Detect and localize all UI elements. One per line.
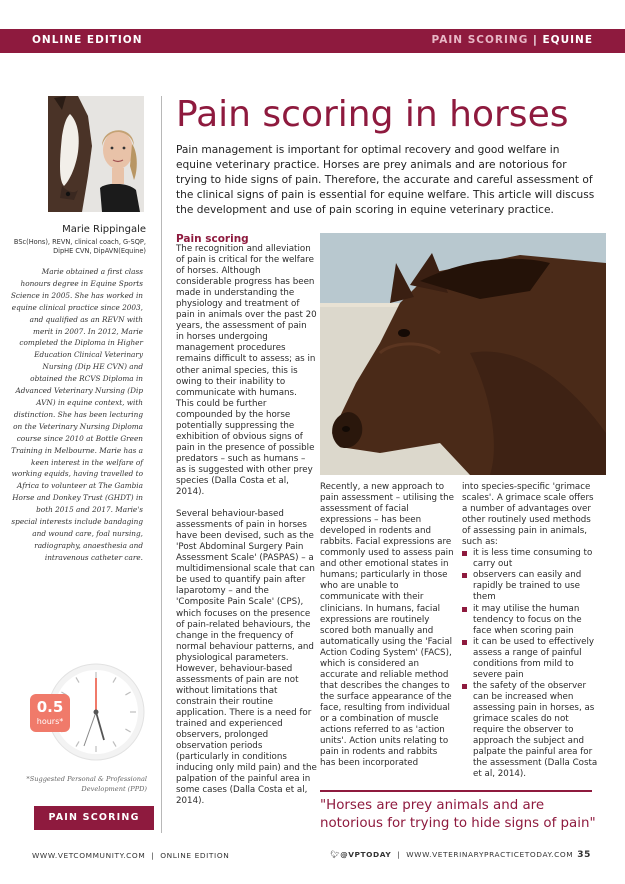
author-credentials: BSc(Hons), REVN, clinical coach, G-SQP, DipHE CVN, DipAVN(Equine) (13, 238, 146, 255)
author-photo (48, 96, 144, 212)
body-column-2: Recently, a new approach to pain assessment – utilising the assessment of facial expressions – has been developed in rodents and rabbits. Facial expressions are commonly used to assess pain and other emotional states in humans; particularly in those who are unable to communicate with their clinicians. In humans, facial expressions are routinely scored both manually and automatically using the 'Facial Action Coding System' (FACS), which is considered an accurate and reliable method that describes the changes to the surface appearance of the face, resulting from individual or a combination of muscle actions referred to as 'action units'. Action units relating to pain in rodents and rabbits has been incorporated (320, 482, 455, 769)
body-paragraph: The recognition and alleviation of pain is critical for the welfare of horses. Although considerable progress has been made in understanding the physiology and treatment of pain in animals over the past 20 years, the assessment of pain in horses undergoing management procedures remains difficult to assess; as in other animal species, this is owing to their inability to communicate with humans. This could be further compounded by the horse potentially suppressing the exhibition of obvious signs of pain in the presence of possible predators – such as humans – as is suggested with other prey species (Dalla Costa et al, 2014). (176, 244, 317, 498)
section-label (432, 34, 593, 46)
footer-right (330, 850, 591, 860)
footer-twitter[interactable]: @VPTODAY (340, 850, 392, 859)
section-separator: | (533, 34, 538, 46)
list-item (462, 681, 598, 780)
body-column-3 (462, 482, 598, 780)
list-item (462, 570, 598, 603)
list-item (462, 604, 598, 637)
cpd-note: *Suggested Personal & Professional Development (PPD) (26, 775, 147, 793)
bullet-icon (462, 551, 467, 556)
list-item-text: it is less time consuming to carry out (473, 548, 593, 570)
section-tag (34, 806, 154, 830)
list-item-text: observers can easily and rapidly be trained to use them (473, 570, 582, 603)
body-column-1 (176, 244, 317, 818)
bullet-icon (462, 684, 467, 689)
column-divider (161, 96, 162, 833)
cpd-clock (26, 660, 148, 764)
section-prefix: PAIN SCORING (431, 34, 529, 46)
twitter-icon: 🐦︎ (330, 850, 341, 859)
author-bio: Marie obtained a first class honours degree in Equine Sports Science in 2005. She has worked in equine clinical practice since 2003, and qualified as an REVN with merit in 2007. In 2012, Marie completed the Diploma in Higher Education Clinical Veterinary Nursing (Dip HE CVN) and obtained the RCVS Diploma in Advanced Veterinary Nursing (Dip AVN) in equine context, with distinction. She has been lecturing on the Veterinary Nursing Diploma course since 2010 at Bottle Green Training in Melbourne. Marie has a keen interest in the welfare of working equids, having travelled to Africa to volunteer at The Gambia Horse and Donkey Trust (GHDT) in both 2015 and 2017. Marie's special interests include bandaging and wound care, foal nursing, radiography, anaesthesia and intravenous catheter care. (10, 267, 143, 562)
body-paragraph: into species-specific 'grimace scales'. A grimace scale offers a number of advantages over other routinely used methods of assessing pain in animals, such as: (462, 482, 594, 548)
bullet-icon (462, 640, 467, 645)
article-title: Pain scoring in horses (176, 94, 569, 135)
pull-quote: "Horses are prey animals and are notorious for trying to hide signs of pain" (320, 798, 596, 831)
advantages-list (462, 548, 598, 780)
header-bar (0, 29, 625, 53)
list-item-text: it may utilise the human tendency to focus on the face when scoring pain (473, 603, 582, 636)
quote-rule (320, 790, 592, 792)
author-name: Marie Rippingale (62, 224, 146, 235)
section-tag-label: PAIN SCORING (48, 812, 140, 823)
list-item-text: the safety of the observer can be increased when assessing pain in horses, as grimace scales do not require the observer to approach the subject and palpate the painful area for the assessment (Dalla Costa et al, 2014). (473, 680, 598, 780)
section-name: EQUINE (542, 34, 593, 46)
section-subheading: Pain scoring (176, 233, 249, 245)
footer-website[interactable]: | WWW.VETERINARYPRACTICETODAY.COM (397, 850, 574, 859)
page-number: 35 (577, 850, 591, 860)
cpd-hours-value: 0.5 (36, 698, 64, 716)
bullet-icon (462, 573, 467, 578)
edition-label: ONLINE EDITION (32, 34, 143, 46)
horse-photo (320, 233, 606, 475)
article-lead: Pain management is important for optimal recovery and good welfare in equine veterinary practice. Horses are prey animals and are notorious for trying to hide signs of pain. Therefore, the accurate and careful assessment of the clinical signs of pain is essential for equine welfare. This article will discuss the development and use of pain scoring in equine veterinary practice. (176, 144, 595, 216)
list-item (462, 637, 598, 681)
bullet-icon (462, 607, 467, 612)
list-item (462, 548, 598, 570)
body-paragraph: Several behaviour-based assessments of pain in horses have been devised, such as the 'Post Abdominal Surgery Pain Assessment Scale' (PASPAS) – a multidimensional scale that can be used to quantify pain after laparotomy – and the 'Composite Pain Scale' (CPS), which focuses on the presence of pain-related behaviours, the change in the frequency of normal behaviour patterns, and physiological parameters. However, behaviour-based assessments of pain are not without limitations that constrain their routine application. There is a need for trained and experienced observers, prolonged observation periods (particularly in conditions inducing only mild pain) and the palpation of the painful area in some cases (Dalla Costa et al, 2014). (176, 509, 317, 807)
list-item-text: it can be used to effectively assess a range of painful conditions from mild to severe pain (473, 636, 595, 680)
cpd-hours-unit: hours* (36, 717, 64, 726)
footer-left: WWW.VETCOMMUNITY.COM | ONLINE EDITION (32, 851, 230, 860)
